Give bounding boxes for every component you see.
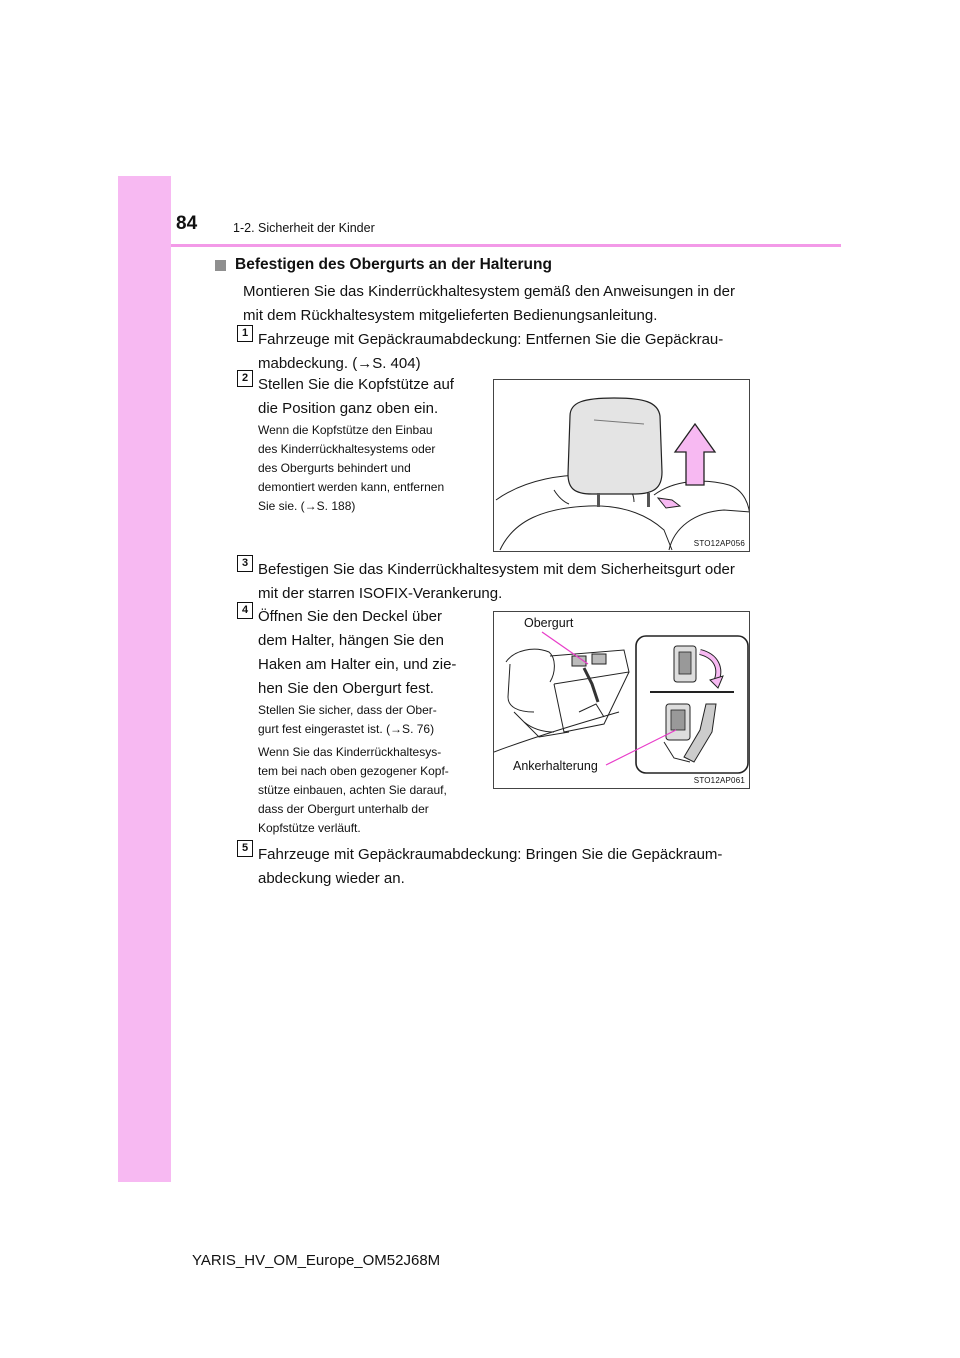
header-divider xyxy=(171,244,841,247)
ankerhalterung-label: Ankerhalterung xyxy=(513,759,598,773)
step-4-line: hen Sie den Obergurt fest. xyxy=(258,680,434,697)
step-4-number: 4 xyxy=(237,602,253,619)
step-3-line-2: mit der starren ISOFIX-Verankerung. xyxy=(258,585,503,602)
section-heading-text: Befestigen des Obergurts an der Halterung xyxy=(235,256,552,273)
step-4-note-line: stütze einbauen, achten Sie darauf, xyxy=(258,783,447,797)
step-4-note-line: Stellen Sie sicher, dass der Ober- xyxy=(258,703,437,717)
obergurt-callout-line xyxy=(542,632,588,664)
intro-line-1: Montieren Sie das Kinderrückhaltesystem gemäß den Anweisungen in der xyxy=(243,283,735,300)
up-arrow-icon xyxy=(675,424,715,485)
headrest-drawing xyxy=(494,380,750,552)
step-5-line-1: Fahrzeuge mit Gepäckraumabdeckung: Bringen Sie die Gepäckraum- xyxy=(258,846,723,863)
step-2-line-1: Stellen Sie die Kopfstütze auf xyxy=(258,376,454,393)
press-button-arrow-icon xyxy=(658,498,680,508)
step-4-note-line: dass der Obergurt unterhalb der xyxy=(258,802,429,816)
step-4-note-line: gurt fest eingerastet ist. (→S. 76) xyxy=(258,722,435,736)
step-2-note-line: Sie sie. (→S. 188) xyxy=(258,499,356,513)
step-2-note-line: des Kinderrückhaltesystems oder xyxy=(258,442,436,456)
obergurt-label: Obergurt xyxy=(524,616,574,630)
step-4-line: Haken am Halter ein, und zie- xyxy=(258,656,457,673)
figure-code: STO12AP056 xyxy=(693,539,745,548)
step-4-line: Öffnen Sie den Deckel über xyxy=(258,608,443,625)
step-3-number: 3 xyxy=(237,555,253,572)
anchor-bracket-illustration xyxy=(493,611,750,789)
intro-line-2: mit dem Rückhaltesystem mitgelieferten Bedienungsanleitung. xyxy=(243,307,658,324)
step-2-line-2: die Position ganz oben ein. xyxy=(258,400,439,417)
step-5-number: 5 xyxy=(237,840,253,857)
step-1-number: 1 xyxy=(237,325,253,342)
step-1-line-2: mabdeckung. (→S. 404) xyxy=(258,355,421,372)
step-4-note-line: tem bei nach oben gezogener Kopf- xyxy=(258,764,449,778)
step-2-note-line: des Obergurts behindert und xyxy=(258,461,411,475)
step-4-note-line: Kopfstütze verläuft. xyxy=(258,821,361,835)
step-1-line-1: Fahrzeuge mit Gepäckraumabdeckung: Entfernen Sie die Gepäckrau- xyxy=(258,331,724,348)
section-heading xyxy=(215,256,552,274)
step-2-number: 2 xyxy=(237,370,253,387)
step-4-note-line: Wenn Sie das Kinderrückhaltesys- xyxy=(258,745,442,759)
step-5-line-2: abdeckung wieder an. xyxy=(258,870,405,887)
chapter-sidebar xyxy=(118,176,171,1182)
figure-code: STO12AP061 xyxy=(693,776,745,785)
step-2-note-line: demontiert werden kann, entfernen xyxy=(258,480,445,494)
step-3-line-1: Befestigen Sie das Kinderrückhaltesystem mit dem Sicherheitsgurt oder xyxy=(258,561,735,578)
square-bullet-icon xyxy=(215,260,226,271)
headrest-shape xyxy=(568,398,662,494)
page-number: 84 xyxy=(176,213,198,234)
document-id: YARIS_HV_OM_Europe_OM52J68M xyxy=(192,1252,441,1269)
section-header: 1-2. Sicherheit der Kinder xyxy=(233,221,375,235)
step-2-note-line: Wenn die Kopfstütze den Einbau xyxy=(258,423,433,437)
step-4-line: dem Halter, hängen Sie den xyxy=(258,632,444,649)
headrest-illustration xyxy=(493,379,750,552)
